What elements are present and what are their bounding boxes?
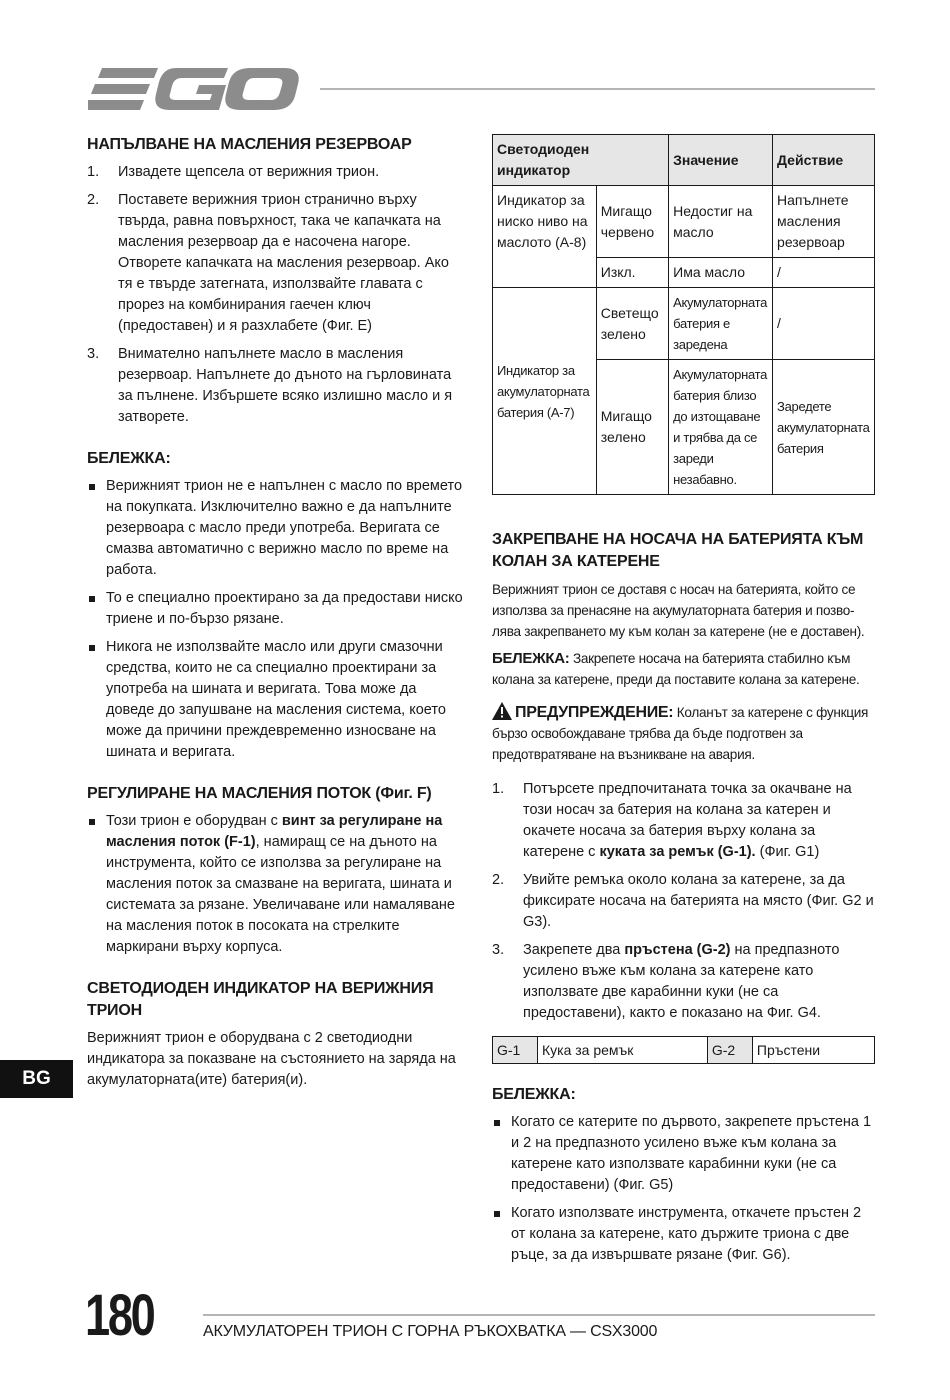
list-item: 3. Закрепете два пръстена (G-2) на предпазното усилено въже към колана за катерене като използвате две карабинни куки (не са предоставени), както е показано на Фиг. G4. <box>492 942 840 1021</box>
left-column <box>87 134 467 1097</box>
oil-tank-steps <box>87 162 467 428</box>
note-title: БЕЛЕЖКА: <box>87 450 171 467</box>
warning-block: ПРЕДУПРЕЖДЕНИЕ: Коланът за катерене с функция бързо освобождаване трябва да бъде подготвен за предотвратяване на възникване на авария. <box>492 704 869 762</box>
list-item: Когато използвате инструмента, откачете пръстен 2 от колана за катерене, като държите триона с две ръце, за да извършвате рязане (Фиг. G6). <box>492 1203 875 1266</box>
list-item: 3. Внимателно напълнете масло в масления резервоар. Напълнете до дъното на гърловината за пълнене. Избършете всяко излишно масло и я затворете. <box>87 346 453 425</box>
list-item: 1. Потърсете предпочитаната точка за окачване на този носач за батерия на колана за катерен и окачете носача за батерия върху колана за катерене с куката за ремък (G-1). (Фиг. G1) <box>492 781 852 860</box>
note-bullets <box>492 1112 875 1266</box>
bullet-square-icon <box>89 596 95 602</box>
table-row: Индикатор за акумулаторната батерия (A-7) Светещо зелено Акумулаторната батерия е заредена / <box>493 288 875 360</box>
list-item: Когато се катерите по дървото, закрепете пръстена 1 и 2 на предпазното усилено въже към колана за катерене като използвате карабинни куки (не са предоставени) (Фиг. G5) <box>492 1112 875 1196</box>
ego-logo <box>88 66 300 112</box>
list-item: 2. Увийте ремъка около колана за катерене, за да фиксирате носача на батерията на място (Фиг. G2 и G3). <box>492 872 874 930</box>
list-item: Този трион е оборудван с винт за регулиране на масления поток (F-1), намиращ се на дъното на инструмента, който се използва за регулиране на масления поток за смазване на веригата, шината и системата за рязане. Увеличаване или намаляване на масления поток в посоката на стрелките маркирани върху корпуса. <box>87 811 467 958</box>
note-bullets <box>87 476 467 763</box>
section-title-led: СВЕТОДИОДЕН ИНДИКАТОР НА ВЕРИЖНИЯ ТРИОН <box>87 980 434 1019</box>
right-column <box>492 134 875 1278</box>
parts-legend-table <box>492 1036 875 1064</box>
list-item: 1. Извадете щепсела от верижния трион. <box>87 164 380 180</box>
list-item: То е специално проектирано за да предостави ниско триене и по-бързо рязане. <box>87 588 467 630</box>
bullet-square-icon <box>494 1120 500 1126</box>
table-row: Индикатор за ниско ниво на маслото (A-8) Мигащо червено Недостиг на масло Напълнете масления резервоар <box>493 186 875 258</box>
section-title-oil-tank: НАПЪЛВАНЕ НА МАСЛЕНИЯ РЕЗЕРВОАР <box>87 136 412 153</box>
bullet-square-icon <box>494 1211 500 1217</box>
led-intro-text: Верижният трион е оборудвана с 2 светодиодни индикатора за показване на състоянието на заряда на акумулаторната(ите) батерия(и). <box>87 1030 456 1088</box>
footer-rule <box>203 1314 875 1316</box>
battery-carrier-text: Верижният трион се доставя с носач на батерията, който се използва за пренасяне на акумулаторната батерия и позво-лява закрепването му към колан за катерене (не е доставен). <box>492 582 865 639</box>
page-number: 180 <box>85 1283 154 1348</box>
header-rule <box>320 88 875 90</box>
language-tab: BG <box>0 1060 73 1098</box>
footer-title: АКУМУЛАТОРЕН ТРИОН С ГОРНА РЪКОХВАТКА — CSX3000 <box>203 1323 658 1340</box>
note-title: БЕЛЕЖКА: <box>492 1086 576 1103</box>
table-row: Изкл. Има масло / <box>493 258 875 288</box>
bullet-square-icon <box>89 484 95 490</box>
list-item: Никога не използвайте масло или други смазочни средства, които не са специално проектирани за употреба на шината и веригата. Това може да доведе до запушване на масления система, което може да причини преждевременно износване на шината и веригата. <box>87 637 467 763</box>
list-item: Верижният трион не е напълнен с масло по времето на покупката. Изключително важно е да напълните резервоара с масло преди употреба. Веригата се смазва автоматично с верижно масло по време на работа. <box>87 476 467 581</box>
bullet-square-icon <box>89 819 95 825</box>
battery-carrier-note: БЕЛЕЖКА: Закрепете носача на батерията стабилно към колана за катерене, преди да поставите колана за катерене. <box>492 650 860 687</box>
section-title-oil-flow: РЕГУЛИРАНЕ НА МАСЛЕНИЯ ПОТОК (Фиг. F) <box>87 785 432 802</box>
oil-flow-bullets <box>87 811 467 958</box>
bullet-square-icon <box>89 645 95 651</box>
table-row: Мигащо зелено Акумулаторната батерия близо до изтощаване и трябва да се зареди незабавно. Заредете акумулаторната батерия <box>493 360 875 495</box>
table-row: G-1 Кука за ремък G-2 Пръстени <box>493 1037 875 1064</box>
section-title-battery-carrier: ЗАКРЕПВАНЕ НА НОСАЧА НА БАТЕРИЯТА КЪМ КОЛАН ЗА КАТЕРЕНЕ <box>492 531 864 570</box>
table-header-row: Светодиоден индикатор Значение Действие <box>493 135 875 186</box>
led-indicator-table <box>492 134 875 495</box>
warning-triangle-icon <box>492 702 512 720</box>
carrier-steps <box>492 779 875 1024</box>
list-item: 2. Поставете верижния трион странично върху твърда, равна повърхност, така че капачката на масления резервоар да е насочена нагоре. Отворете капачката на масления резервоар. Ако тя е твърде затегната, използвайте главата с прорез на комбинирания гаечен ключ (предоставен) и я разхлабете (Фиг. E) <box>87 192 449 334</box>
